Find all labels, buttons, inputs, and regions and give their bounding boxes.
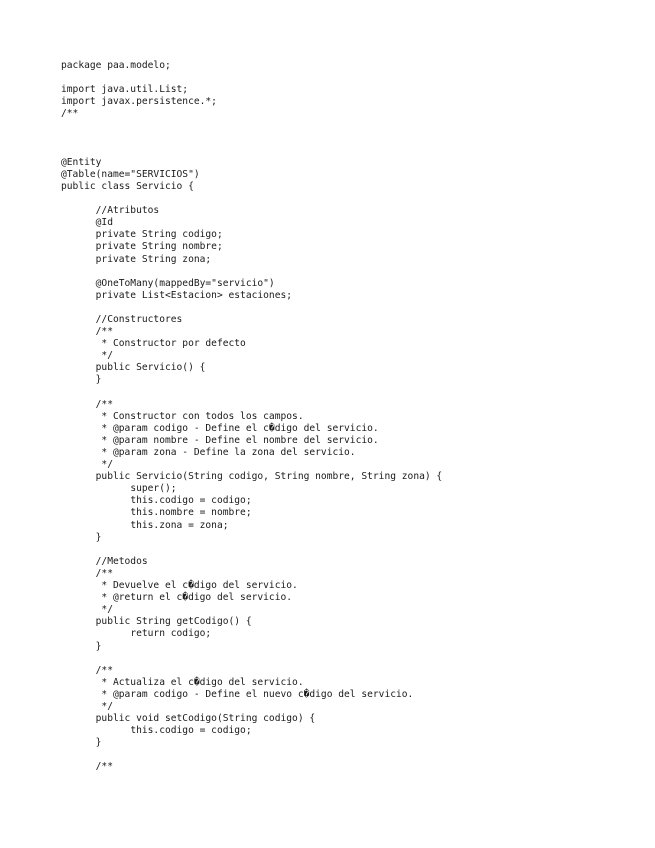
code-line: */ bbox=[61, 350, 113, 362]
code-line: /** bbox=[61, 326, 113, 338]
code-line: public Servicio(String codigo, String nombre, String zona) { bbox=[61, 471, 443, 483]
code-line bbox=[61, 302, 442, 314]
code-line: /** bbox=[61, 664, 113, 676]
code-line: private List<Estacion> estaciones; bbox=[61, 289, 293, 301]
code-line: * @return el c�digo del servicio. bbox=[61, 592, 293, 604]
code-line: * @param codigo - Define el c�digo del servicio. bbox=[61, 422, 379, 434]
source-code-listing bbox=[61, 60, 442, 774]
code-line: private String zona; bbox=[61, 253, 212, 265]
code-line: //Metodos bbox=[61, 555, 148, 567]
code-line: @Id bbox=[61, 217, 113, 229]
code-line: } bbox=[61, 737, 102, 749]
code-line bbox=[61, 145, 442, 157]
code-line: super(); bbox=[61, 483, 177, 495]
code-line: public void setCodigo(String codigo) { bbox=[61, 713, 316, 725]
code-line: this.codigo = codigo; bbox=[61, 725, 252, 737]
code-line: */ bbox=[61, 459, 113, 471]
code-line: */ bbox=[61, 700, 113, 712]
code-line bbox=[61, 653, 442, 665]
code-line: public class Servicio { bbox=[61, 180, 194, 192]
code-line: /** bbox=[61, 398, 113, 410]
code-line bbox=[61, 72, 442, 84]
code-line: /** bbox=[61, 108, 79, 120]
code-line: private String nombre; bbox=[61, 241, 223, 253]
code-line: @OneToMany(mappedBy="servicio") bbox=[61, 277, 275, 289]
code-line: //Atributos bbox=[61, 205, 160, 217]
code-line: * Constructor con todos los campos. bbox=[61, 410, 304, 422]
code-line: this.zona = zona; bbox=[61, 519, 229, 531]
code-line: /** bbox=[61, 761, 113, 773]
code-line: } bbox=[61, 374, 102, 386]
code-line bbox=[61, 133, 442, 145]
code-line: this.codigo = codigo; bbox=[61, 495, 252, 507]
code-line: * @param nombre - Define el nombre del servicio. bbox=[61, 434, 379, 446]
code-line: @Entity bbox=[61, 156, 102, 168]
code-line: } bbox=[61, 531, 102, 543]
code-line: } bbox=[61, 640, 102, 652]
code-line bbox=[61, 193, 442, 205]
code-line: return codigo; bbox=[61, 628, 212, 640]
code-line: //Constructores bbox=[61, 313, 183, 325]
code-line bbox=[61, 749, 442, 761]
code-line bbox=[61, 266, 442, 278]
code-line: import java.util.List; bbox=[61, 84, 189, 96]
code-line: import javax.persistence.*; bbox=[61, 96, 217, 108]
code-line: private String codigo; bbox=[61, 229, 223, 241]
code-line bbox=[61, 120, 442, 132]
code-line: * Constructor por defecto bbox=[61, 338, 246, 350]
code-line: * @param zona - Define la zona del servicio. bbox=[61, 447, 356, 458]
code-line: public String getCodigo() { bbox=[61, 616, 252, 628]
code-line bbox=[61, 544, 442, 556]
code-line: */ bbox=[61, 604, 113, 616]
code-line: @Table(name="SERVICIOS") bbox=[61, 168, 200, 180]
code-line: public Servicio() { bbox=[61, 362, 206, 374]
code-line: package paa.modelo; bbox=[61, 60, 171, 71]
code-line: /** bbox=[61, 567, 113, 579]
code-line bbox=[61, 387, 442, 399]
code-line: this.nombre = nombre; bbox=[61, 507, 252, 519]
code-line: * Actualiza el c�digo del servicio. bbox=[61, 676, 304, 688]
code-line: * @param codigo - Define el nuevo c�digo del servicio. bbox=[61, 688, 414, 700]
code-line: * Devuelve el c�digo del servicio. bbox=[61, 580, 298, 592]
